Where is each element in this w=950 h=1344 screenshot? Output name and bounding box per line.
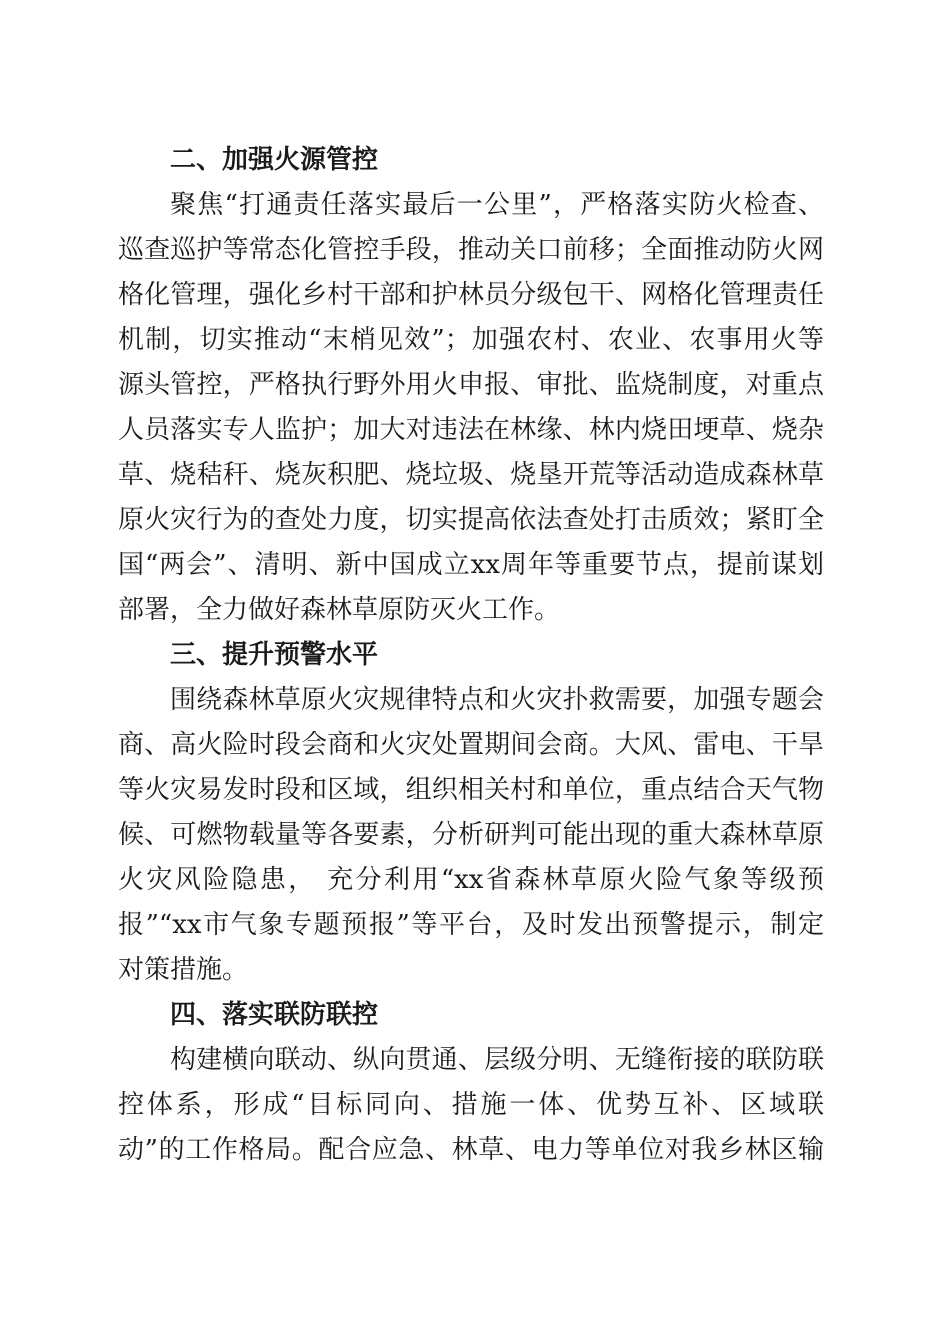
section-heading: 三、提升预警水平 <box>170 640 379 670</box>
paragraph-line: 机制，切实推动“末梢见效”；加强农村、农业、农事用火等 <box>118 325 824 355</box>
paragraph-line: 国“两会”、清明、新中国成立xx周年等重要节点，提前谋划 <box>118 550 824 580</box>
section-heading: 四、落实联防联控 <box>170 1000 379 1030</box>
paragraph-line: 等火灾易发时段和区域，组织相关村和单位，重点结合天气物 <box>118 775 824 805</box>
paragraph-line: 构建横向联动、纵向贯通、层级分明、无缝衔接的联防联 <box>170 1045 824 1075</box>
section-heading: 二、加强火源管控 <box>170 145 379 175</box>
paragraph-line: 围绕森林草原火灾规律特点和火灾扑救需要，加强专题会 <box>170 685 824 715</box>
paragraph-line: 格化管理，强化乡村干部和护林员分级包干、网格化管理责任 <box>118 280 824 310</box>
section-paragraph <box>118 1038 824 1173</box>
section-joint-prevention-control <box>118 993 824 1173</box>
paragraph-line: 人员落实专人监护；加大对违法在林缘、林内烧田埂草、烧杂 <box>118 415 824 445</box>
paragraph-line: 控体系，形成“目标同向、措施一体、优势互补、区域联 <box>118 1090 824 1120</box>
paragraph-line: 报”“xx市气象专题预报”等平台，及时发出预警提示，制定 <box>118 910 824 940</box>
paragraph-line: 原火灾行为的查处力度，切实提高依法查处打击质效；紧盯全 <box>118 505 824 535</box>
section-paragraph <box>118 678 824 993</box>
paragraph-line: 部署，全力做好森林草原防灭火工作。 <box>118 595 561 625</box>
paragraph-line: 草、烧秸秆、烧灰积肥、烧垃圾、烧垦开荒等活动造成森林草 <box>118 460 824 490</box>
paragraph-line: 动”的工作格局。配合应急、林草、电力等单位对我乡林区输 <box>118 1135 824 1165</box>
section-strengthen-fire-control <box>118 138 824 633</box>
paragraph-line: 源头管控，严格执行野外用火申报、审批、监烧制度，对重点 <box>118 370 824 400</box>
paragraph-line: 候、可燃物载量等各要素，分析研判可能出现的重大森林草原 <box>118 820 824 850</box>
section-paragraph <box>118 183 824 633</box>
paragraph-line: 对策措施。 <box>118 955 249 985</box>
paragraph-line: 巡查巡护等常态化管控手段，推动关口前移；全面推动防火网 <box>118 235 824 265</box>
section-improve-warning-level <box>118 633 824 993</box>
paragraph-line: 聚焦“打通责任落实最后一公里”，严格落实防火检查、 <box>170 190 824 220</box>
paragraph-line: 火灾风险隐患， 充分利用“xx省森林草原火险气象等级预 <box>118 865 824 895</box>
document-body <box>118 138 824 1173</box>
paragraph-line: 商、高火险时段会商和火灾处置期间会商。大风、雷电、干旱 <box>118 730 824 760</box>
